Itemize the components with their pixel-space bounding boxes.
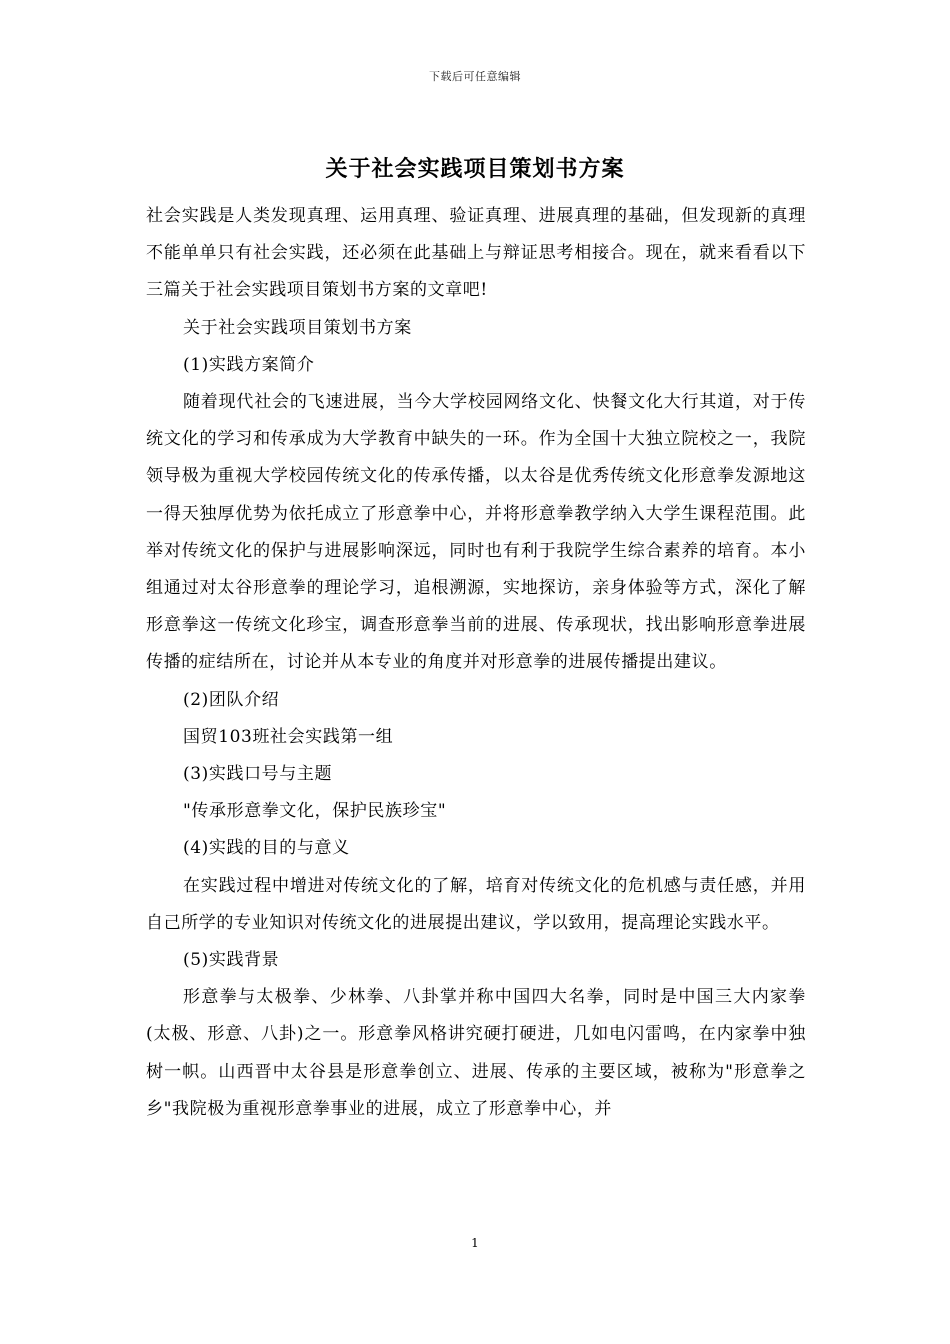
section-heading-overview: (1)实践方案简介 [183, 354, 315, 375]
document-title: 关于社会实践项目策划书方案 [325, 156, 625, 182]
overview-paragraph: 随着现代社会的飞速进展，当今大学校园网络文化、快餐文化大行其道，对于传统文化的学习和传承成为大学教育中缺失的一环。作为全国十大独立院校之一，我院领导极为重视大学校园传统文化的传承传播，以太谷是优秀传统文化形意拳发源地这一得天独厚优势为依托成立了形意拳中心，并将形意拳教学纳入大学生课程范围。此举对传统文化的保护与进展影响深远，同时也有利于我院学生综合素养的培育。本小组通过对太谷形意拳的理论学习，追根溯源，实地探访，亲身体验等方式，深化了解形意拳这一传统文化珍宝，调查形意拳当前的进展、传承现状，找出影响形意拳进展传播的症结所在，讨论并从本专业的角度并对形意拳的进展传播提出建议。 [146, 392, 806, 673]
slogan-paragraph: "传承形意拳文化，保护民族珍宝" [183, 801, 447, 822]
section-heading-slogan: (3)实践口号与主题 [183, 764, 333, 785]
background-paragraph: 形意拳与太极拳、少林拳、八卦掌并称中国四大名拳，同时是中国三大内家拳(太极、形意、八卦)之一。形意拳风格讲究硬打硬进，几如电闪雷鸣，在内家拳中独树一帜。山西晋中太谷县是形意拳创立、进展、传承的主要区域，被称为"形意拳之乡"我院极为重视形意拳事业的进展，成立了形意拳中心，并 [146, 987, 806, 1119]
page-number: 1 [471, 1236, 479, 1250]
section-heading-purpose: (4)实践的目的与意义 [183, 838, 350, 859]
document-body [146, 198, 806, 1128]
team-paragraph: 国贸103班社会实践第一组 [183, 726, 394, 747]
purpose-paragraph: 在实践过程中增进对传统文化的了解，培育对传统文化的危机感与责任感，并用自己所学的专业知识对传统文化的进展提出建议，学以致用，提高理论实践水平。 [146, 875, 806, 933]
page-header-note: 下载后可任意编辑 [429, 70, 521, 83]
section-heading-team: (2)团队介绍 [183, 689, 280, 710]
intro-paragraph: 社会实践是人类发现真理、运用真理、验证真理、进展真理的基础，但发现新的真理不能单单只有社会实践，还必须在此基础上与辩证思考相接合。现在，就来看看以下三篇关于社会实践项目策划书方案的文章吧! [146, 206, 806, 301]
section-subtitle: 关于社会实践项目策划书方案 [183, 317, 412, 338]
section-heading-background: (5)实践背景 [183, 950, 280, 971]
